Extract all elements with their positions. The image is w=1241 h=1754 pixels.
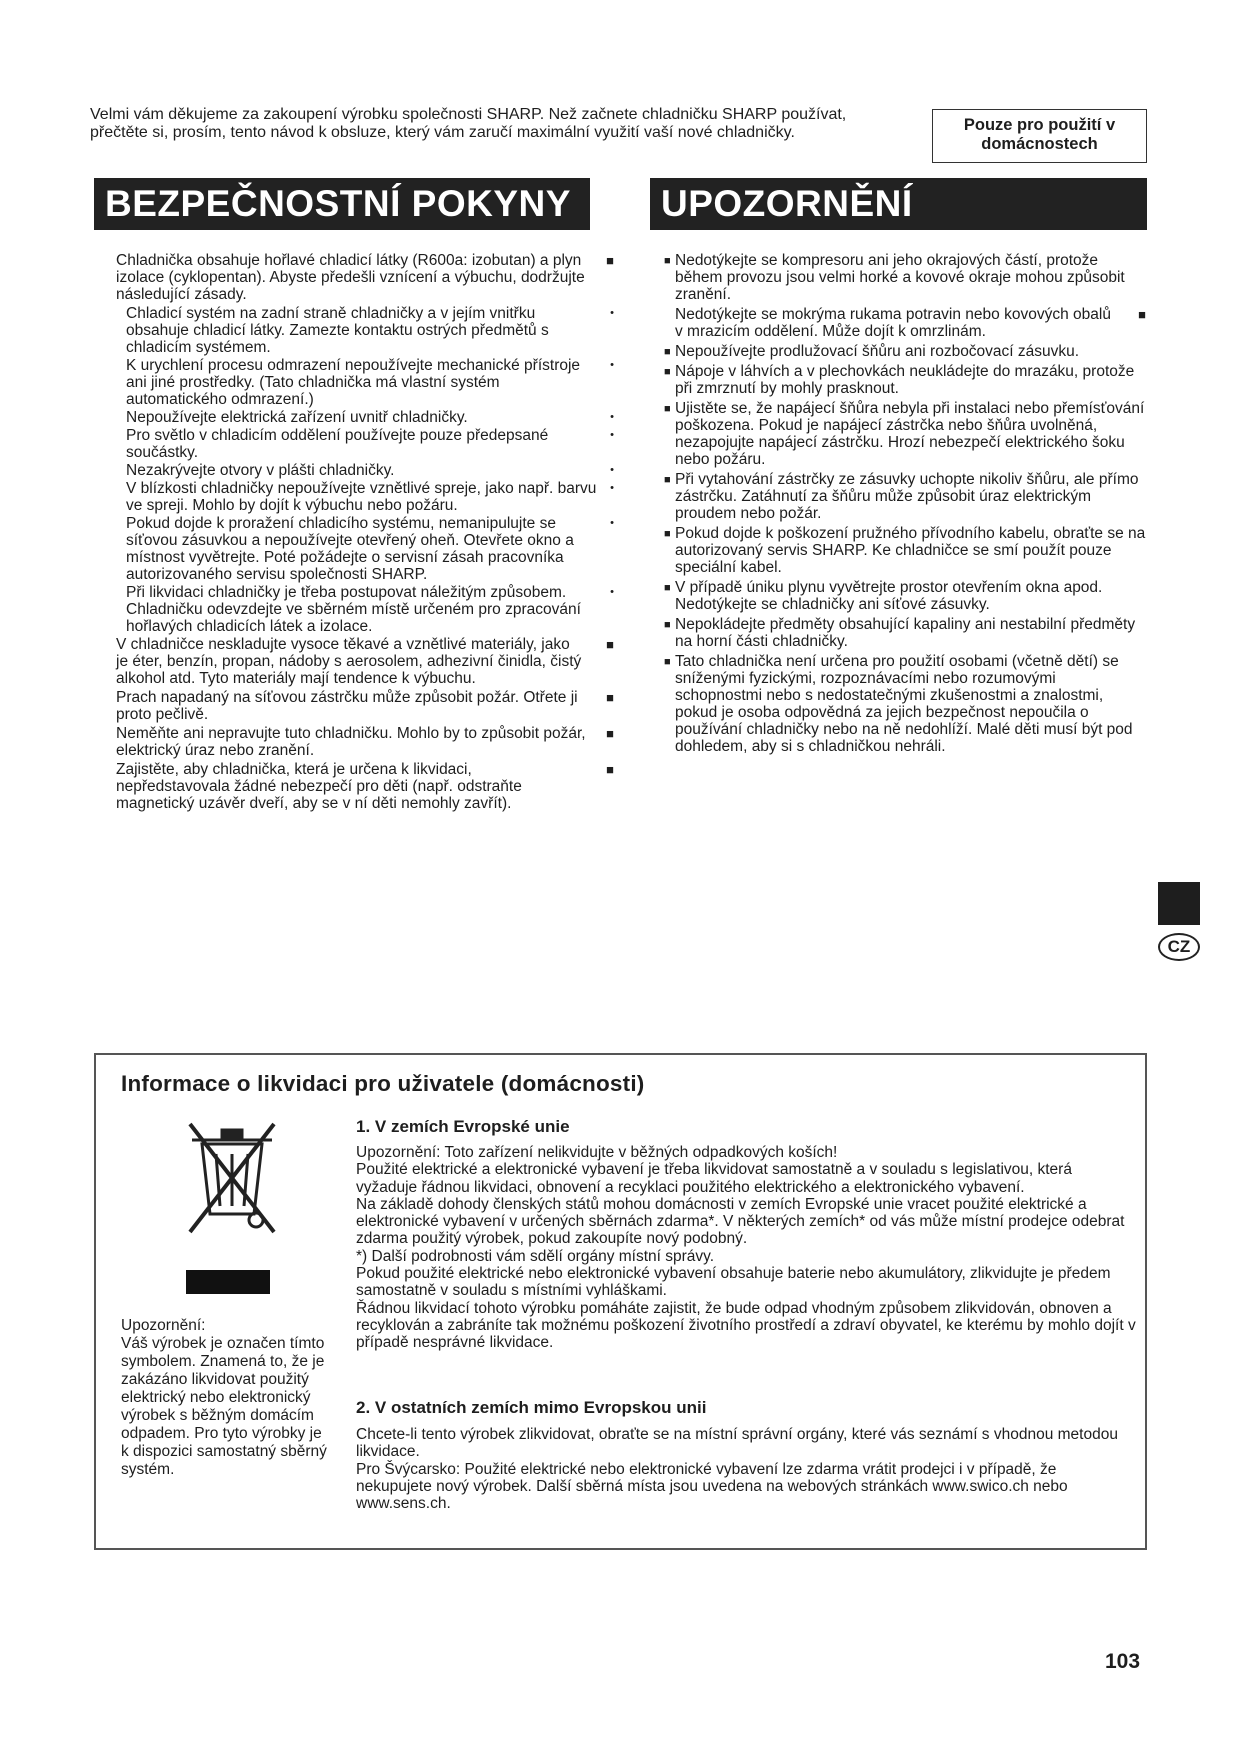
- bullet-icon: •: [610, 586, 614, 598]
- bullet-icon: ■: [606, 253, 614, 268]
- non-eu-section-heading: 2. V ostatních zemích mimo Evropskou unii: [356, 1398, 707, 1417]
- bullet-icon: •: [610, 429, 614, 441]
- language-badge: CZ: [1158, 933, 1200, 961]
- eu-section-heading: 1. V zemích Evropské unie: [356, 1117, 570, 1136]
- bullet-icon: ■: [606, 726, 614, 741]
- page-number: 103: [1105, 1650, 1141, 1673]
- symbol-underline-bar: [186, 1270, 270, 1294]
- eu-section-text: Upozornění: Toto zařízení nelikvidujte v běžných odpadkových koších! Použité elektrické a elektronické vybavení je třeba likvidovat samostatně a v souladu s legislativou, která vyžaduje řádnou likvidaci, obnovení a recyklaci použitého elektrického a elektronického vybavení. Na základě dohody členských států mohou domácnosti v zemích Evropské unie vracet použité elektrické a elektronické vybavení v určených sběrnách zdarma*. V některých zemích* od vás může místní prodejce odebrat zdarma použitý výrobek, pokud zakoupíte nový podobný. *) Další podrobnosti vám sdělí orgány místní správy. Pokud použité elektrické nebo elektronické vybavení obsahuje baterie nebo akumulátory, zlikvidujte je předem samostatně v souladu s místními vyhláškami. Řádnou likvidací tohoto výrobku pomáháte zajistit, že bude odpad vhodným způsobem zlikvidován, obnoven a recyklován a zabráníte tak možnému poškození životního prostředí a zdraví obyvatel, ke kterému by mohlo dojít v případě nesprávné likvidace.: [356, 1144, 1136, 1352]
- safety-subitem: Při likvidaci chladničky je třeba postupovat náležitým způsobem. Chladničku odevzdejte ve sběrném místě určeném pro zpracování hořlavých chladicích látek a izolace. •: [126, 584, 614, 635]
- safety-subitem: Pro světlo v chladicím oddělení používejte pouze předepsané součástky. •: [126, 427, 614, 461]
- warning-item: ■ Ujistěte se, že napájecí šňůra nebyla při instalaci nebo přemísťování poškozena. Pokud je napájecí zástrčka nebo šňůra uvolněná, nezapojujte napájecí zástrčku. Hrozí nebezpečí elektrického šoku nebo požáru.: [664, 400, 1145, 468]
- safety-item: Prach napadaný na síťovou zástrčku může způsobit požár. Otřete ji proto pečlivě. ■: [116, 689, 614, 723]
- disposal-title: Informace o likvidaci pro uživatele (domácnosti): [121, 1071, 645, 1096]
- safety-item: Chladnička obsahuje hořlavé chladicí látky (R600a: izobutan) a plyn izolace (cyklopentan). Abyste předešli vznícení a výbuchu, dodržujte následující zásady. ■: [116, 252, 614, 303]
- bullet-icon: •: [610, 307, 614, 319]
- safety-subitem: Nepoužívejte elektrická zařízení uvnitř chladničky. •: [126, 409, 614, 426]
- warning-banner: UPOZORNĚNÍ: [650, 178, 1147, 230]
- safety-subitem: Nezakrývejte otvory v plášti chladničky. •: [126, 462, 614, 479]
- warning-item: ■ Nápoje v láhvích a v plechovkách neukládejte do mrazáku, protože při zmrznutí by mohly prasknout.: [664, 363, 1135, 397]
- symbol-note: Upozornění: Váš výrobek je označen tímto symbolem. Znamená to, že je zakázáno likvidovat použitý elektrický nebo elektronický výrobek s běžným domácím odpadem. Pro tyto výrobky je k dispozici samostatný sběrný systém.: [121, 1317, 327, 1478]
- warning-item: Nedotýkejte se mokrýma rukama potravin nebo kovových obalů v mrazicím oddělení. Může dojít k omrzlinám. ■: [675, 306, 1146, 340]
- language-tab-block: [1158, 882, 1200, 925]
- bullet-icon: ■: [664, 582, 671, 594]
- bullet-icon: ■: [606, 690, 614, 705]
- bullet-icon: ■: [664, 474, 671, 486]
- non-eu-section-text: Chcete-li tento výrobek zlikvidovat, obraťte se na místní správní orgány, které vás seznámí s vhodnou metodou likvidace. Pro Švýcarsko: Použité elektrické nebo elektronické vybavení lze zdarma vrátit prodejci i v případě, že nekupujete nový výrobek. Další sběrná místa jsou uvedena na webových stránkách www.swico.ch nebo www.sens.ch.: [356, 1426, 1118, 1513]
- household-use-box: Pouze pro použití v domácnostech: [932, 109, 1147, 163]
- bullet-icon: ■: [606, 762, 614, 777]
- warning-item: ■ Tato chladnička není určena pro použití osobami (včetně dětí) se sníženými fyzickými, rozpoznávacími nebo rozumovými schopnostmi nebo s nedostatečnými zkušenostmi a znalostmi, pokud je osoba odpovědná za jejich bezpečnost nepoučila o používání chladničky nebo na ně nedohlíží. Malé děti musí být pod dohledem, aby si s chladničkou nehráli.: [664, 653, 1133, 755]
- bullet-icon: ■: [606, 637, 614, 652]
- safety-instructions-list: [116, 252, 614, 814]
- bullet-icon: ■: [664, 366, 671, 378]
- bullet-icon: ■: [664, 346, 671, 358]
- bullet-icon: •: [610, 359, 614, 371]
- safety-subitem: Pokud dojde k proražení chladicího systému, nemanipulujte se síťovou zásuvkou a nepoužívejte otevřený oheň. Otevřete okno a místnost vyvětrejte. Poté požádejte o servisní zásah pracovníka autorizovaného servisu společnosti SHARP. •: [126, 515, 614, 583]
- bullet-icon: •: [610, 482, 614, 494]
- bullet-icon: ■: [664, 255, 671, 267]
- warning-item: ■ V případě úniku plynu vyvětrejte prostor otevřením okna apod. Nedotýkejte se chladničky ani síťové zásuvky.: [664, 579, 1103, 613]
- bullet-icon: •: [610, 411, 614, 423]
- warning-item: ■ Nepokládejte předměty obsahující kapaliny ani nestabilní předměty na horní části chladničky.: [664, 616, 1136, 650]
- warnings-list: [664, 252, 1146, 758]
- warning-item: ■ Nedotýkejte se kompresoru ani jeho okrajových částí, protože během provozu jsou velmi horké a kovové okraje mohou způsobit zranění.: [664, 252, 1125, 303]
- bullet-icon: ■: [664, 403, 671, 415]
- safety-item: Zajistěte, aby chladnička, která je určena k likvidaci, nepředstavovala žádné nebezpečí pro děti (např. odstraňte magnetický uzávěr dveří, aby se v ní děti nemohly zavřít). ■: [116, 761, 614, 812]
- safety-subitem: K urychlení procesu odmrazení nepoužívejte mechanické přístroje ani jiné prostředky. (Tato chladnička má vlastní systém automatického odmrazení.) •: [126, 357, 614, 408]
- safety-subitem: V blízkosti chladničky nepoužívejte vznětlivé spreje, jako např. barvu ve spreji. Mohlo by dojít k výbuchu nebo požáru. •: [126, 480, 614, 514]
- bullet-icon: ■: [664, 656, 671, 668]
- bullet-icon: ■: [664, 528, 671, 540]
- safety-banner: BEZPEČNOSTNÍ POKYNY: [94, 178, 590, 230]
- safety-item: Neměňte ani nepravujte tuto chladničku. Mohlo by to způsobit požár, elektrický úraz nebo zranění. ■: [116, 725, 614, 759]
- crossed-out-wheelie-bin-icon: [186, 1120, 278, 1236]
- intro-text: Velmi vám děkujeme za zakoupení výrobku společnosti SHARP. Než začnete chladničku SHARP používat, přečtěte si, prosím, tento návod k obsluze, který vám zaručí maximální využití vaší nové chladničky.: [90, 106, 847, 141]
- bullet-icon: ■: [1138, 307, 1146, 322]
- bullet-icon: •: [610, 464, 614, 476]
- safety-subitem: Chladicí systém na zadní straně chladničky a v jejím vnitřku obsahuje chladicí látky. Zamezte kontaktu ostrých předmětů s chladicím systémem. •: [126, 305, 614, 356]
- warning-item: ■ Při vytahování zástrčky ze zásuvky uchopte nikoliv šňůru, ale přímo zástrčku. Zatáhnutí za šňůru může způsobit úraz elektrickým proudem nebo požár.: [664, 471, 1139, 522]
- warning-item: ■ Pokud dojde k poškození pružného přívodního kabelu, obraťte se na autorizovaný servis SHARP. Ke chladničce se smí použít pouze speciální kabel.: [664, 525, 1146, 576]
- safety-item: V chladničce neskladujte vysoce těkavé a vznětlivé materiály, jako je éter, benzín, propan, nádoby s aerosolem, adhezivní činidla, čistý alkohol atd. Tyto materiály mají tendence k výbuchu. ■: [116, 636, 614, 687]
- warning-item: ■ Nepoužívejte prodlužovací šňůru ani rozbočovací zásuvku.: [664, 343, 1080, 360]
- bullet-icon: •: [610, 517, 614, 529]
- bullet-icon: ■: [664, 619, 671, 631]
